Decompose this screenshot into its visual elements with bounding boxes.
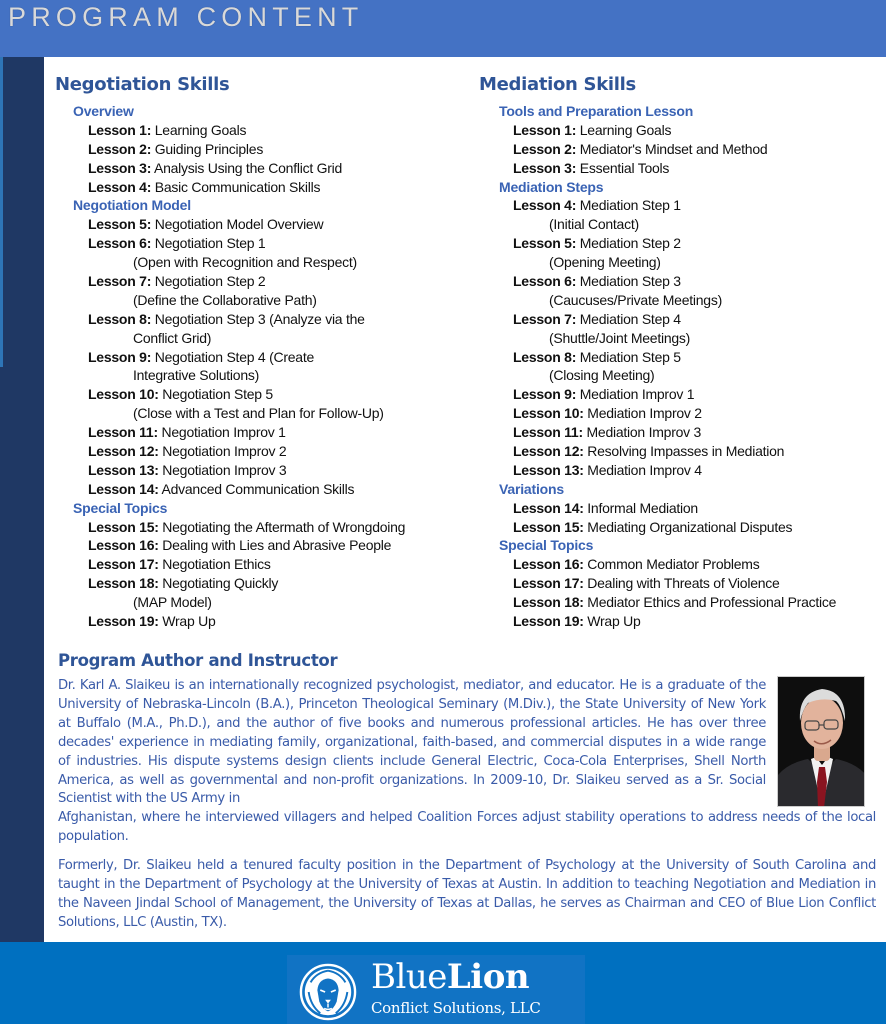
lesson-item [479,518,879,537]
lesson-title: Negotiation Improv 2 [158,443,287,460]
section-heading: Special Topics [499,537,594,554]
lesson-title: Mediation Improv 1 [576,386,695,403]
lesson-title: Negotiation Improv 3 [158,461,287,478]
lesson-item [479,442,879,461]
lesson-title: Negotiating the Aftermath of Wrongdoing [158,518,406,535]
section-heading: Overview [73,103,134,119]
lesson-number: Lesson 2: [513,140,577,157]
lesson-title: Negotiation Step 5 [158,386,273,403]
lesson-subtitle: (Open with Recognition and Respect) [133,254,357,271]
lesson-number: Lesson 10: [88,386,159,403]
lesson-number: Lesson 13: [513,461,584,478]
lesson-number: Lesson 8: [513,348,577,365]
lesson-item [479,348,879,367]
page-title: PROGRAM CONTENT [8,2,364,32]
sidebar-bar-edge [0,367,3,942]
lesson-title: Analysis Using the Conflict Grid [151,159,343,176]
section-heading: Mediation Steps [499,178,604,195]
lesson-title: Negotiation Improv 1 [157,424,286,441]
lesson-number: Lesson 16: [513,556,584,573]
lesson-subtitle: (Define the Collaborative Path) [133,291,317,308]
lesson-item [55,555,455,574]
lesson-title: Mediation Step 5 [576,348,681,365]
lion-head-icon [299,963,357,1021]
lesson-title: Mediator Ethics and Professional Practice [583,594,837,611]
lesson-title: Negotiation Step 4 (Create [151,348,315,365]
author-bio-paragraph-2: Formerly, Dr. Slaikeu held a tenured faculty position in the Department of Psychology at the University of South Carolina and taught in the Department of Psychology at the University of Texas at Austin. In addition to teaching Negotiation and Mediation in the Naveen Jindal School of Management, the University of Texas at Dallas, he serves as Chairman and CEO of Blue Lion Conflict Solutions, LLC (Austin, TX). [58,858,876,930]
lesson-item [55,272,455,291]
lesson-subtitle: (MAP Model) [133,594,212,611]
lesson-title: Mediation Improv 4 [583,461,702,478]
lesson-title: Mediator's Mindset and Method [576,140,768,157]
lesson-subtitle: Integrative Solutions) [133,367,260,384]
lesson-item [55,518,455,537]
lesson-title: Dealing with Threats of Violence [583,575,780,592]
lesson-item [479,272,879,291]
lesson-item [55,348,455,367]
lesson-title: Learning Goals [576,121,672,138]
lesson-title: Mediating Organizational Disputes [583,518,793,535]
lesson-number: Lesson 2: [88,140,152,157]
lesson-number: Lesson 11: [88,424,158,441]
lesson-number: Lesson 3: [513,159,577,176]
lesson-item [479,574,879,593]
lesson-title: Learning Goals [151,121,247,138]
lesson-number: Lesson 18: [88,575,159,592]
section-heading: Tools and Preparation Lesson [499,103,694,119]
lesson-title: Basic Communication Skills [151,178,321,195]
lesson-item [55,480,455,499]
lesson-item [55,121,455,140]
lesson-number: Lesson 8: [88,310,152,327]
mediation-title: Mediation Skills [479,74,636,95]
lesson-item [479,196,879,215]
negotiation-lesson-list [55,102,455,631]
lesson-number: Lesson 15: [513,518,584,535]
lesson-subtitle: (Caucuses/Private Meetings) [549,291,722,308]
author-bio-paragraph-1 [58,677,876,847]
section-heading: Variations [499,480,564,497]
mediation-lesson-list [479,102,879,631]
lesson-item [479,612,879,631]
lesson-item [479,121,879,140]
lesson-number: Lesson 3: [88,159,152,176]
negotiation-column [55,72,455,631]
lesson-number: Lesson 18: [513,594,584,611]
lesson-item [55,215,455,234]
section-heading: Special Topics [73,499,168,516]
lesson-title: Common Mediator Problems [583,556,760,573]
author-photo [777,676,865,807]
brand-name [371,957,529,997]
lesson-title: Wrap Up [158,613,216,630]
lesson-item [55,442,455,461]
lesson-item [55,385,455,404]
lesson-title: Mediation Step 1 [576,197,681,214]
lesson-item [55,234,455,253]
section-heading: Negotiation Model [73,197,191,214]
lesson-item [479,499,879,518]
lesson-number: Lesson 9: [513,386,577,403]
lesson-number: Lesson 4: [88,178,152,195]
lesson-item [479,234,879,253]
brand-name-light: Blue [371,957,447,997]
lesson-item [55,461,455,480]
author-section-title: Program Author and Instructor [58,651,338,670]
brand-logo [287,955,585,1024]
mediation-column [479,72,879,631]
lesson-title: Guiding Principles [151,140,264,157]
lesson-title: Advanced Communication Skills [158,480,355,497]
brand-tagline: Conflict Solutions, LLC [371,999,541,1017]
lesson-number: Lesson 12: [88,443,159,460]
lesson-item [479,310,879,329]
brand-name-bold: Lion [446,957,530,997]
lesson-title: Mediation Step 4 [576,310,681,327]
lesson-item [479,404,879,423]
lesson-number: Lesson 14: [88,480,159,497]
lesson-number: Lesson 6: [513,273,577,290]
lesson-item [55,612,455,631]
lesson-number: Lesson 17: [88,556,159,573]
sidebar-bar [3,57,44,942]
lesson-number: Lesson 7: [88,273,152,290]
lesson-title: Negotiation Ethics [158,556,271,573]
lesson-title: Negotiation Step 2 [151,273,266,290]
portrait-image [778,677,865,807]
lesson-number: Lesson 6: [88,235,152,252]
lesson-item [479,555,879,574]
lesson-item [55,159,455,178]
lesson-title: Negotiation Step 3 (Analyze via the [151,310,365,327]
lesson-number: Lesson 5: [513,235,577,252]
lesson-title: Essential Tools [576,159,670,176]
lesson-title: Resolving Impasses in Mediation [583,443,785,460]
lesson-number: Lesson 15: [88,518,159,535]
lesson-number: Lesson 17: [513,575,584,592]
lesson-item [479,593,879,612]
author-bio-wrapped-text: Dr. Karl A. Slaikeu is an internationally recognized psychologist, mediator, and educator. He is a graduate of the University of Nebraska-Lincoln (B.A.), Princeton Theological Seminary (M.Div.), the State University of New York at Buffalo (M.A., Ph.D.), and the author of five books and numerous professional articles. He has over three decades' experience in mediating family, organizational, faith-based, and commercial disputes in a wide range of industries. His dispute systems design clients include General Electric, Coca-Cola Enterprises, Shell North America, as well as governmental and non-profit organizations. In 2009-10, Dr. Slaikeu served as a Sr. Social Scientist with the US Army in [58,678,766,807]
lesson-title: Negotiation Model Overview [151,216,324,233]
lesson-number: Lesson 1: [88,121,152,138]
lesson-title: Dealing with Lies and Abrasive People [158,537,392,554]
header-band [0,0,886,57]
lesson-item [479,159,879,178]
lesson-subtitle: (Closing Meeting) [549,367,655,384]
lesson-title: Wrap Up [583,613,641,630]
lesson-title: Mediation Improv 3 [582,424,702,441]
lesson-number: Lesson 13: [88,461,159,478]
lesson-subtitle: (Close with a Test and Plan for Follow-Up) [133,405,384,422]
lesson-item [479,385,879,404]
lesson-number: Lesson 11: [513,424,583,441]
lesson-title: Negotiating Quickly [158,575,279,592]
lesson-item [479,423,879,442]
lesson-subtitle: Conflict Grid) [133,329,212,346]
lesson-number: Lesson 10: [513,405,584,422]
lesson-number: Lesson 16: [88,537,159,554]
lesson-number: Lesson 5: [88,216,152,233]
lesson-subtitle: (Opening Meeting) [549,254,661,271]
lesson-number: Lesson 9: [88,348,152,365]
lesson-number: Lesson 19: [513,613,584,630]
author-bio-continuation: Afghanistan, where he interviewed villagers and helped Coalition Forces adjust stability operations to address needs of the local population. [58,810,876,845]
lesson-item [479,140,879,159]
lesson-item [55,178,455,197]
lesson-title: Mediation Improv 2 [583,405,702,422]
lesson-title: Mediation Step 2 [576,235,681,252]
lesson-number: Lesson 12: [513,443,584,460]
lesson-item [55,574,455,593]
lesson-subtitle: (Shuttle/Joint Meetings) [549,329,691,346]
lesson-number: Lesson 19: [88,613,159,630]
lesson-item [55,140,455,159]
lesson-number: Lesson 7: [513,310,577,327]
lesson-title: Informal Mediation [583,499,698,516]
lesson-subtitle: (Initial Contact) [549,216,639,233]
negotiation-title: Negotiation Skills [55,74,230,95]
lesson-item [55,536,455,555]
lesson-title: Mediation Step 3 [576,273,681,290]
lesson-item [55,310,455,329]
lesson-item [55,423,455,442]
lesson-title: Negotiation Step 1 [151,235,266,252]
lesson-number: Lesson 4: [513,197,577,214]
lesson-number: Lesson 1: [513,121,577,138]
lesson-number: Lesson 14: [513,499,584,516]
lesson-item [479,461,879,480]
